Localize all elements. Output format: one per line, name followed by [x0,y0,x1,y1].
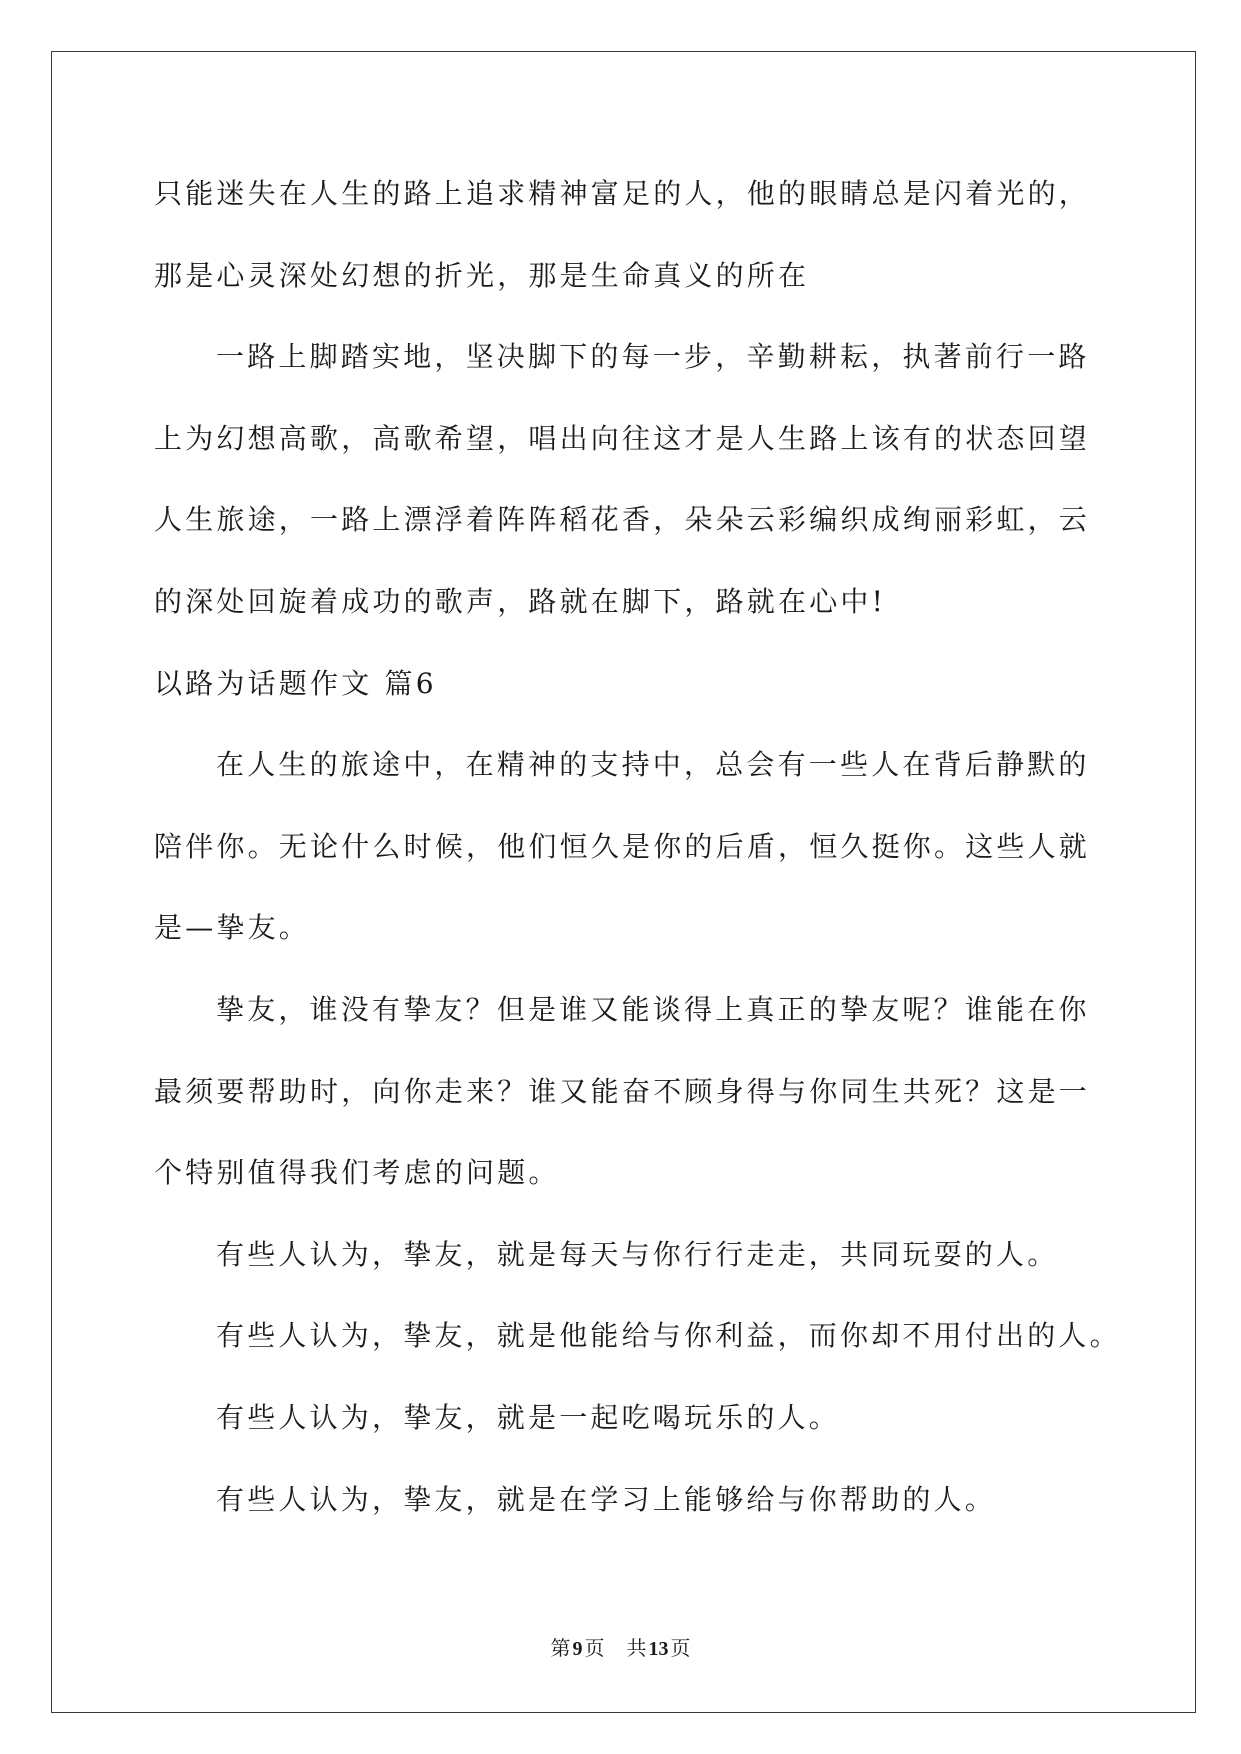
text-line: 有些人认为，挚友，就是在学习上能够给与你帮助的人。 [216,1482,997,1516]
text-line: 有些人认为，挚友，就是每天与你行行走走，共同玩耍的人。 [216,1237,1059,1271]
text-line: 陪伴你。无论什么时候，他们恒久是你的后盾，恒久挺你。这些人就 [154,829,1091,863]
text-line: 是—挚友。 [154,911,311,945]
text-line: 人生旅途，一路上漂浮着阵阵稻花香，朵朵云彩编织成绚丽彩虹，云 [154,503,1091,537]
page-number-suffix: 页 [584,1636,605,1660]
section-heading: 以路为话题作文 篇6 [154,666,437,700]
paragraph [154,969,1154,1214]
paragraph [154,1295,1154,1377]
page-footer [0,1636,1241,1661]
text-line: 只能迷失在人生的路上追求精神富足的人，他的眼睛总是闪着光的， [154,177,1091,210]
total-pages-suffix: 页 [670,1636,691,1660]
paragraph [154,1459,1154,1541]
paragraph [154,724,1154,969]
text-line: 最须要帮助时，向你走来？谁又能奋不顾身得与你同生共死？这是一 [154,1074,1091,1108]
paragraph [154,1214,1154,1296]
total-pages-number: 13 [648,1638,669,1660]
total-pages-prefix: 共 [626,1636,647,1660]
text-line: 挚友，谁没有挚友？但是谁又能谈得上真正的挚友呢？谁能在你 [216,992,1090,1026]
text-line: 上为幻想高歌，高歌希望，唱出向往这才是人生路上该有的状态回望 [154,421,1091,455]
paragraph [154,1377,1154,1459]
text-line: 一路上脚踏实地，坚决脚下的每一步，辛勤耕耘，执著前行一路 [216,340,1090,374]
document-body [154,153,1154,1540]
paragraph [154,316,1154,642]
page-number-prefix: 第 [550,1636,571,1660]
paragraph [154,153,1154,316]
text-line: 有些人认为，挚友，就是一起吃喝玩乐的人。 [216,1400,841,1434]
text-line: 个特别值得我们考虑的问题。 [154,1156,560,1190]
text-line: 在人生的旅途中，在精神的支持中，总会有一些人在背后静默的 [216,748,1090,782]
current-page-number: 9 [572,1638,583,1660]
text-line: 有些人认为，挚友，就是他能给与你利益，而你却不用付出的人。 [216,1319,1121,1353]
text-line: 的深处回旋着成功的歌声，路就在脚下，路就在心中! [154,584,887,618]
text-line: 那是心灵深处幻想的折光，那是生命真义的所在 [154,258,810,292]
